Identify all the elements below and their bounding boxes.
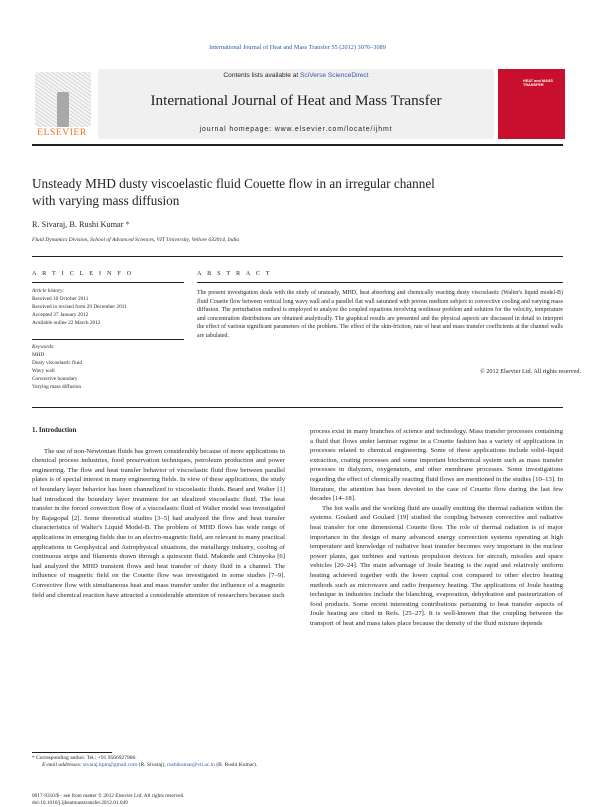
abstract-text: The present investigation deals with the study of unsteady, MHD, heat absorbing and chemically reacting dusty viscoelastic (Walter's liquid model-B) fluid Couette flow between vertical long wavy wall and a parallel flat wall saturated with porous medium subject to convective cooling and varying mass diffusion. The perturbation method is employed to analyze the coupled equations involving nonlinear problem and solution for the velocity, temperature and concentration distributions are obtained analytically. The graphical results are presented and the physical aspects are discussed in detail to interpret the effect of various significant parameters of the problem. The effect of the skin-friction, rate of heat and mass transfer coefficients at the channel walls are tabulated. <box>197 290 563 339</box>
publisher-name: ELSEVIER <box>37 128 87 138</box>
issn-doi-block <box>32 793 332 807</box>
keyword: MHD <box>32 351 45 358</box>
email-addresses <box>32 762 285 769</box>
sciencedirect-link[interactable]: SciVerse ScienceDirect <box>300 72 369 79</box>
history-label: Article history: <box>32 288 65 294</box>
keyword: Wavy wall <box>32 367 55 374</box>
masthead-rule <box>32 144 563 146</box>
article-info-rule <box>32 282 184 283</box>
title-line-2: with varying mass diffusion <box>32 193 180 208</box>
journal-masthead <box>28 69 581 139</box>
history-item: Received 10 October 2011 <box>32 295 89 302</box>
footnote-rule <box>32 752 112 753</box>
abstract-heading: A B S T R A C T <box>197 270 272 277</box>
email-link-2[interactable]: rushikumar@vit.ac.in <box>167 762 215 769</box>
history-item: Received in revised form 29 December 2011 <box>32 303 127 310</box>
body-column-right <box>310 427 563 628</box>
body-column-left <box>32 426 285 600</box>
paragraph: The hot walls and the working fluid are usually emitting the thermal radiation within the systems. Goulard and Goulard [19] studied the coupling between convective and radiative heat transfer for one dimensional Couette flow. The role of thermal radiation is of major importance in the design of many advanced energy convection systems operating at high temperature and knowledge of radiative heat transfer becomes very important in the nuclear power plants, gas turbines and various propulsion devices for aircraft, missiles and space vehicles [20–24]. The main advantage of Joule heating is the rapid and relatively uniform heating achieved together with the lower capital cost compared to other electro heating methods such as microwave and radio frequency heating. The applications of Joule heating technique in industries include the blanching, evaporation, dehydration and pasteurization of food products. Some recent interesting contributions pertaining to heat transfer aspects of Joule heating are cited in Refs. [25–27]. It is well-known that the coupling between the transport of heat and mass takes place because the density of the fluid mixture depends <box>310 504 563 627</box>
journal-title: International Journal of Heat and Mass Transfer <box>150 92 442 109</box>
author-names: R. Sivaraj, B. Rushi Kumar <box>32 220 124 229</box>
corresponding-author-note: * Corresponding author. Tel.: +91 9566927966. <box>32 755 137 761</box>
keyword: Convective boundary <box>32 375 78 382</box>
keyword: Dusty viscoelastic fluid <box>32 359 83 366</box>
footnote <box>32 755 285 769</box>
section-heading-introduction: 1. Introduction <box>32 427 77 434</box>
keywords-label: Keywords: <box>32 344 55 350</box>
email-link-1[interactable]: sivaraj.kpm@gmail.com <box>83 762 138 769</box>
contents-prefix: Contents lists available at <box>223 72 301 79</box>
masthead-banner <box>98 69 494 139</box>
elsevier-logo[interactable] <box>32 72 92 138</box>
affiliation: Fluid Dynamics Division, School of Advanced Sciences, VIT University, Vellore 632014, India <box>32 237 240 243</box>
history-item: Available online 22 March 2012 <box>32 319 101 326</box>
article-info-heading: A R T I C L E I N F O <box>32 270 134 277</box>
email-label: E-mail addresses: <box>42 762 82 769</box>
article-title <box>32 175 532 209</box>
elsevier-tree-icon <box>35 72 91 127</box>
keyword: Varying mass diffusion <box>32 383 82 390</box>
doi-line[interactable]: doi:10.1016/j.ijheatmasstransfer.2012.01.049 <box>32 800 128 806</box>
corresponding-author-mark[interactable]: * <box>123 220 130 229</box>
abstract-rule <box>197 282 563 283</box>
contents-line <box>98 72 494 79</box>
email-owner-2: (B. Rushi Kumar). <box>214 762 258 769</box>
authors <box>32 220 130 229</box>
article-history <box>32 288 184 328</box>
copyright-notice: © 2012 Elsevier Ltd. All rights reserved. <box>480 368 581 375</box>
title-line-1: Unsteady MHD dusty viscoelastic fluid Couette flow in an irregular channel <box>32 176 435 191</box>
journal-homepage[interactable]: journal homepage: www.elsevier.com/locate/ijhmt <box>199 126 393 133</box>
issn-line: 0017-9310/$ - see front matter © 2012 Elsevier Ltd. All rights reserved. <box>32 793 185 799</box>
email-owner-1: (R. Sivaraj), <box>137 762 168 769</box>
history-item: Accepted 27 January 2012 <box>32 311 89 318</box>
paragraph: process exist in many branches of science and technology. Mass transfer processes containing a fluid that flows under laminar regime in a Couette fashion has a variety of applications in processes related to chemical engineering. Some of these applications include solid–liquid extraction, coating processes and some important biochemical system such as mass transfer processes in dialyzers, oxygenators, and other membrane processes. Some investigations regarding the effect of chemically reacting fluid flows are mentioned in the studies [10–13]. In literature, the attention has been devoted to the case of Couette flow during the last few decades [14–18]. <box>310 428 563 503</box>
paragraph: The use of non-Newtonian fluids has grown considerably because of more applications in chemical process industries, food preservation techniques, petroleum production and power engineering. The flow and heat transfer behavior of viscoelastic fluid flow between parallel plates is of special interest in many engineering fields. In view of these applications, the study of boundary layer behavior has been channelized to viscoelastic fluids. Beard and Walter [1] had introduced the boundary layer treatment for an idealized viscoelastic fluid. The heat transfer in the forced convection flow of a viscoelastic fluid of Walter model was investigated by Rajagopal [2]. Some theoretical studies [3–5] had analyzed the flow and heat transfer characteristics of Walter's Liquid Model-B. The problem of MHD flows has wide range of applications in emerging fields due to an electro-magnetic field, are relevant to many practical applications in Geophysical and Astrophysical situations, the metallurgy industry, cooling of continuous strips and filaments drawn through a quiescent fluid. Makinde and Chinyoka [6] had analyzed the MHD transient flows and heat transfer of dusty fluid in a channel. The influence of magnetic field on the Couette flow was investigated in some studies [7–9]. Convective flow with simultaneous heat and mass transfer under the influence of a magnetic field and chemical reaction have attracted a considerable attention of researchers because such <box>32 447 285 599</box>
keywords <box>32 344 184 391</box>
abstract-bottom-rule <box>32 407 563 408</box>
keywords-rule <box>32 339 184 340</box>
cover-title: HEAT and MASS TRANSFER <box>523 79 553 88</box>
header-rule <box>32 256 563 257</box>
journal-reference[interactable]: International Journal of Heat and Mass Transfer 55 (2012) 3076–3089 <box>209 44 386 51</box>
journal-cover-thumbnail[interactable] <box>498 69 565 139</box>
